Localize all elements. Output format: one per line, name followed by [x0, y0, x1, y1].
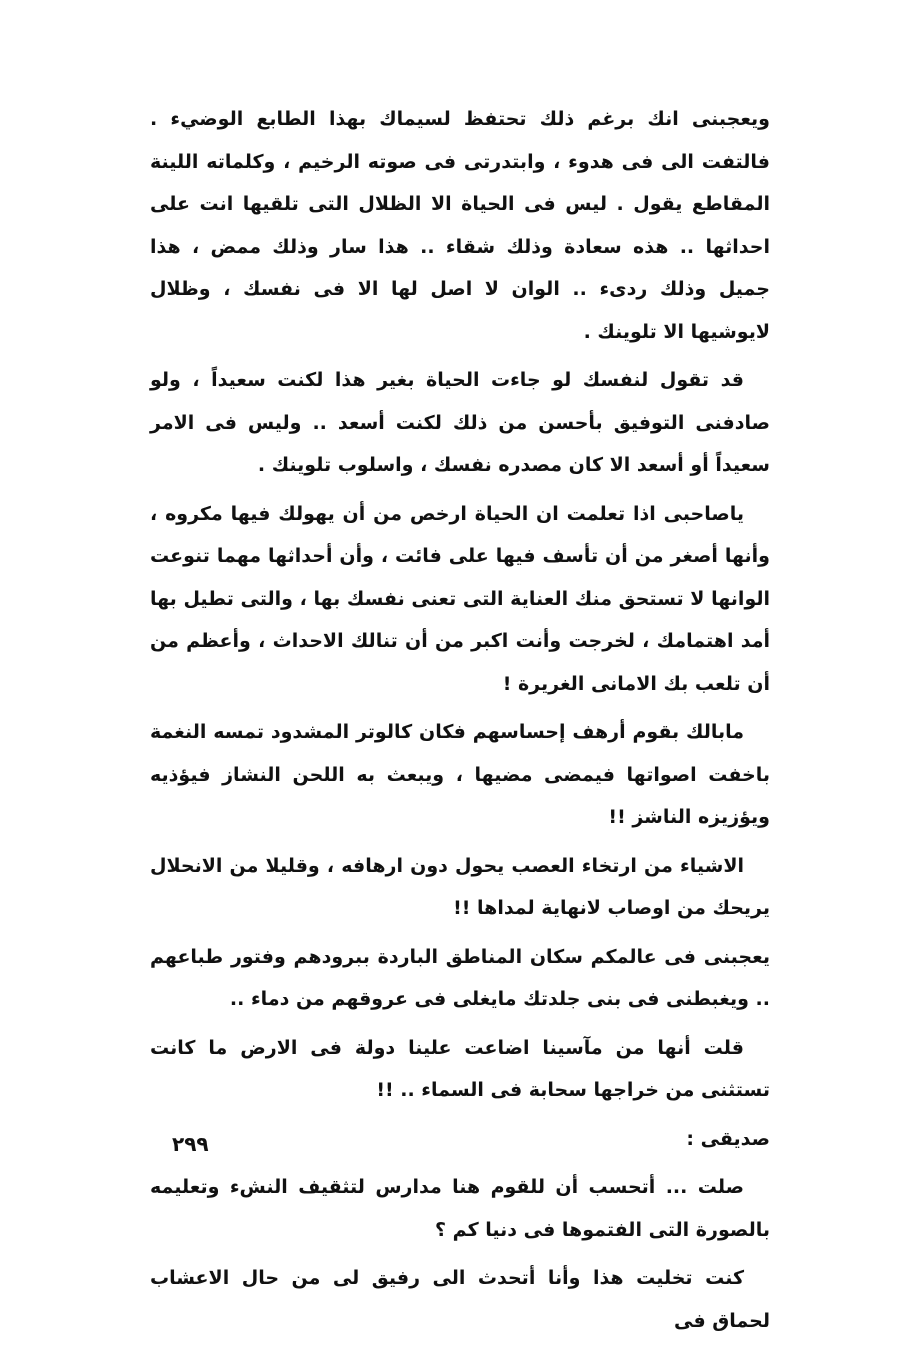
paragraph-10: كنت تخليت هذا وأنا أتحدث الى رفيق لى من حال الاعشاب لحماق فى — [150, 1267, 770, 1332]
paragraph-3: ياصاحبى اذا تعلمت ان الحياة ارخص من أن يهولك فيها مكروه ، وأنها أصغر من أن تأسف فيها على فائت ، وأن أحداثها مهما تنوعت الوانها لا تستحق منك العناية التى تعنى نفسك بها ، والتى تطيل بها أمد اهتمامك ، لخرجت وأنت اكبر من أن تنالك الاحداث ، وأعظم من أن تلعب بك الامانى الغريرة ! — [150, 502, 770, 695]
paragraph-9: صلت ... أتحسب أن للقوم هنا مدارس لتثقيف النشء وتعليمه بالصورة التى الفتموها فى دنيا كم ؟ — [150, 1176, 770, 1241]
paragraph-2: قد تقول لنفسك لو جاءت الحياة بغير هذا لكنت سعيداً ، ولو صادفنى التوفيق بأحسن من ذلك لكنت أسعد .. وليس فى الامر سعيداً أو أسعد الا كان مصدره نفسك ، واسلوب تلوينك . — [150, 369, 770, 476]
section-heading: صديقى : — [686, 1127, 770, 1150]
page-number: ٢٩٩ — [172, 1132, 209, 1156]
body-text — [150, 98, 770, 1348]
paragraph-5: الاشياء من ارتخاء العصب يحول دون ارهافه ، وقليلا من الانحلال يريحك من اوصاب لانهاية لمداها !! — [150, 854, 770, 919]
paragraph-4: مابالك بقوم أرهف إحساسهم فكان كالوتر المشدود تمسه النغمة باخفت اصواتها فيمضى مضيها ، ويبعث به اللحن النشاز فيؤذيه ويؤزيزه الناشز !! — [150, 721, 770, 828]
paragraph-6: يعجبنى فى عالمكم سكان المناطق الباردة ببرودهم وفتور طباعهم .. ويغبطنى فى بنى جلدتك مايغلى فى عروقهم من دماء .. — [150, 945, 770, 1010]
paragraph-7: قلت أنها من مآسينا اضاعت علينا دولة فى الارض ما كانت تستثنى من خراجها سحابة فى السماء .. !! — [150, 1036, 770, 1101]
paragraph-1: ويعجبنى انك برغم ذلك تحتفظ لسيماك بهذا الطابع الوضيء . فالتفت الى فى هدوء ، وابتدرتى فى صوته الرخيم ، وكلماته اللينة المقاطع يقول . ليس فى الحياة الا الظلال التى تلقيها انت على احداثها .. هذه سعادة وذلك شقاء .. هذا سار وذلك ممض ، هذا جميل وذلك ردىء .. الوان لا اصل لها الا فى نفسك ، وظلال لايوشيها الا تلوينك . — [150, 108, 770, 343]
